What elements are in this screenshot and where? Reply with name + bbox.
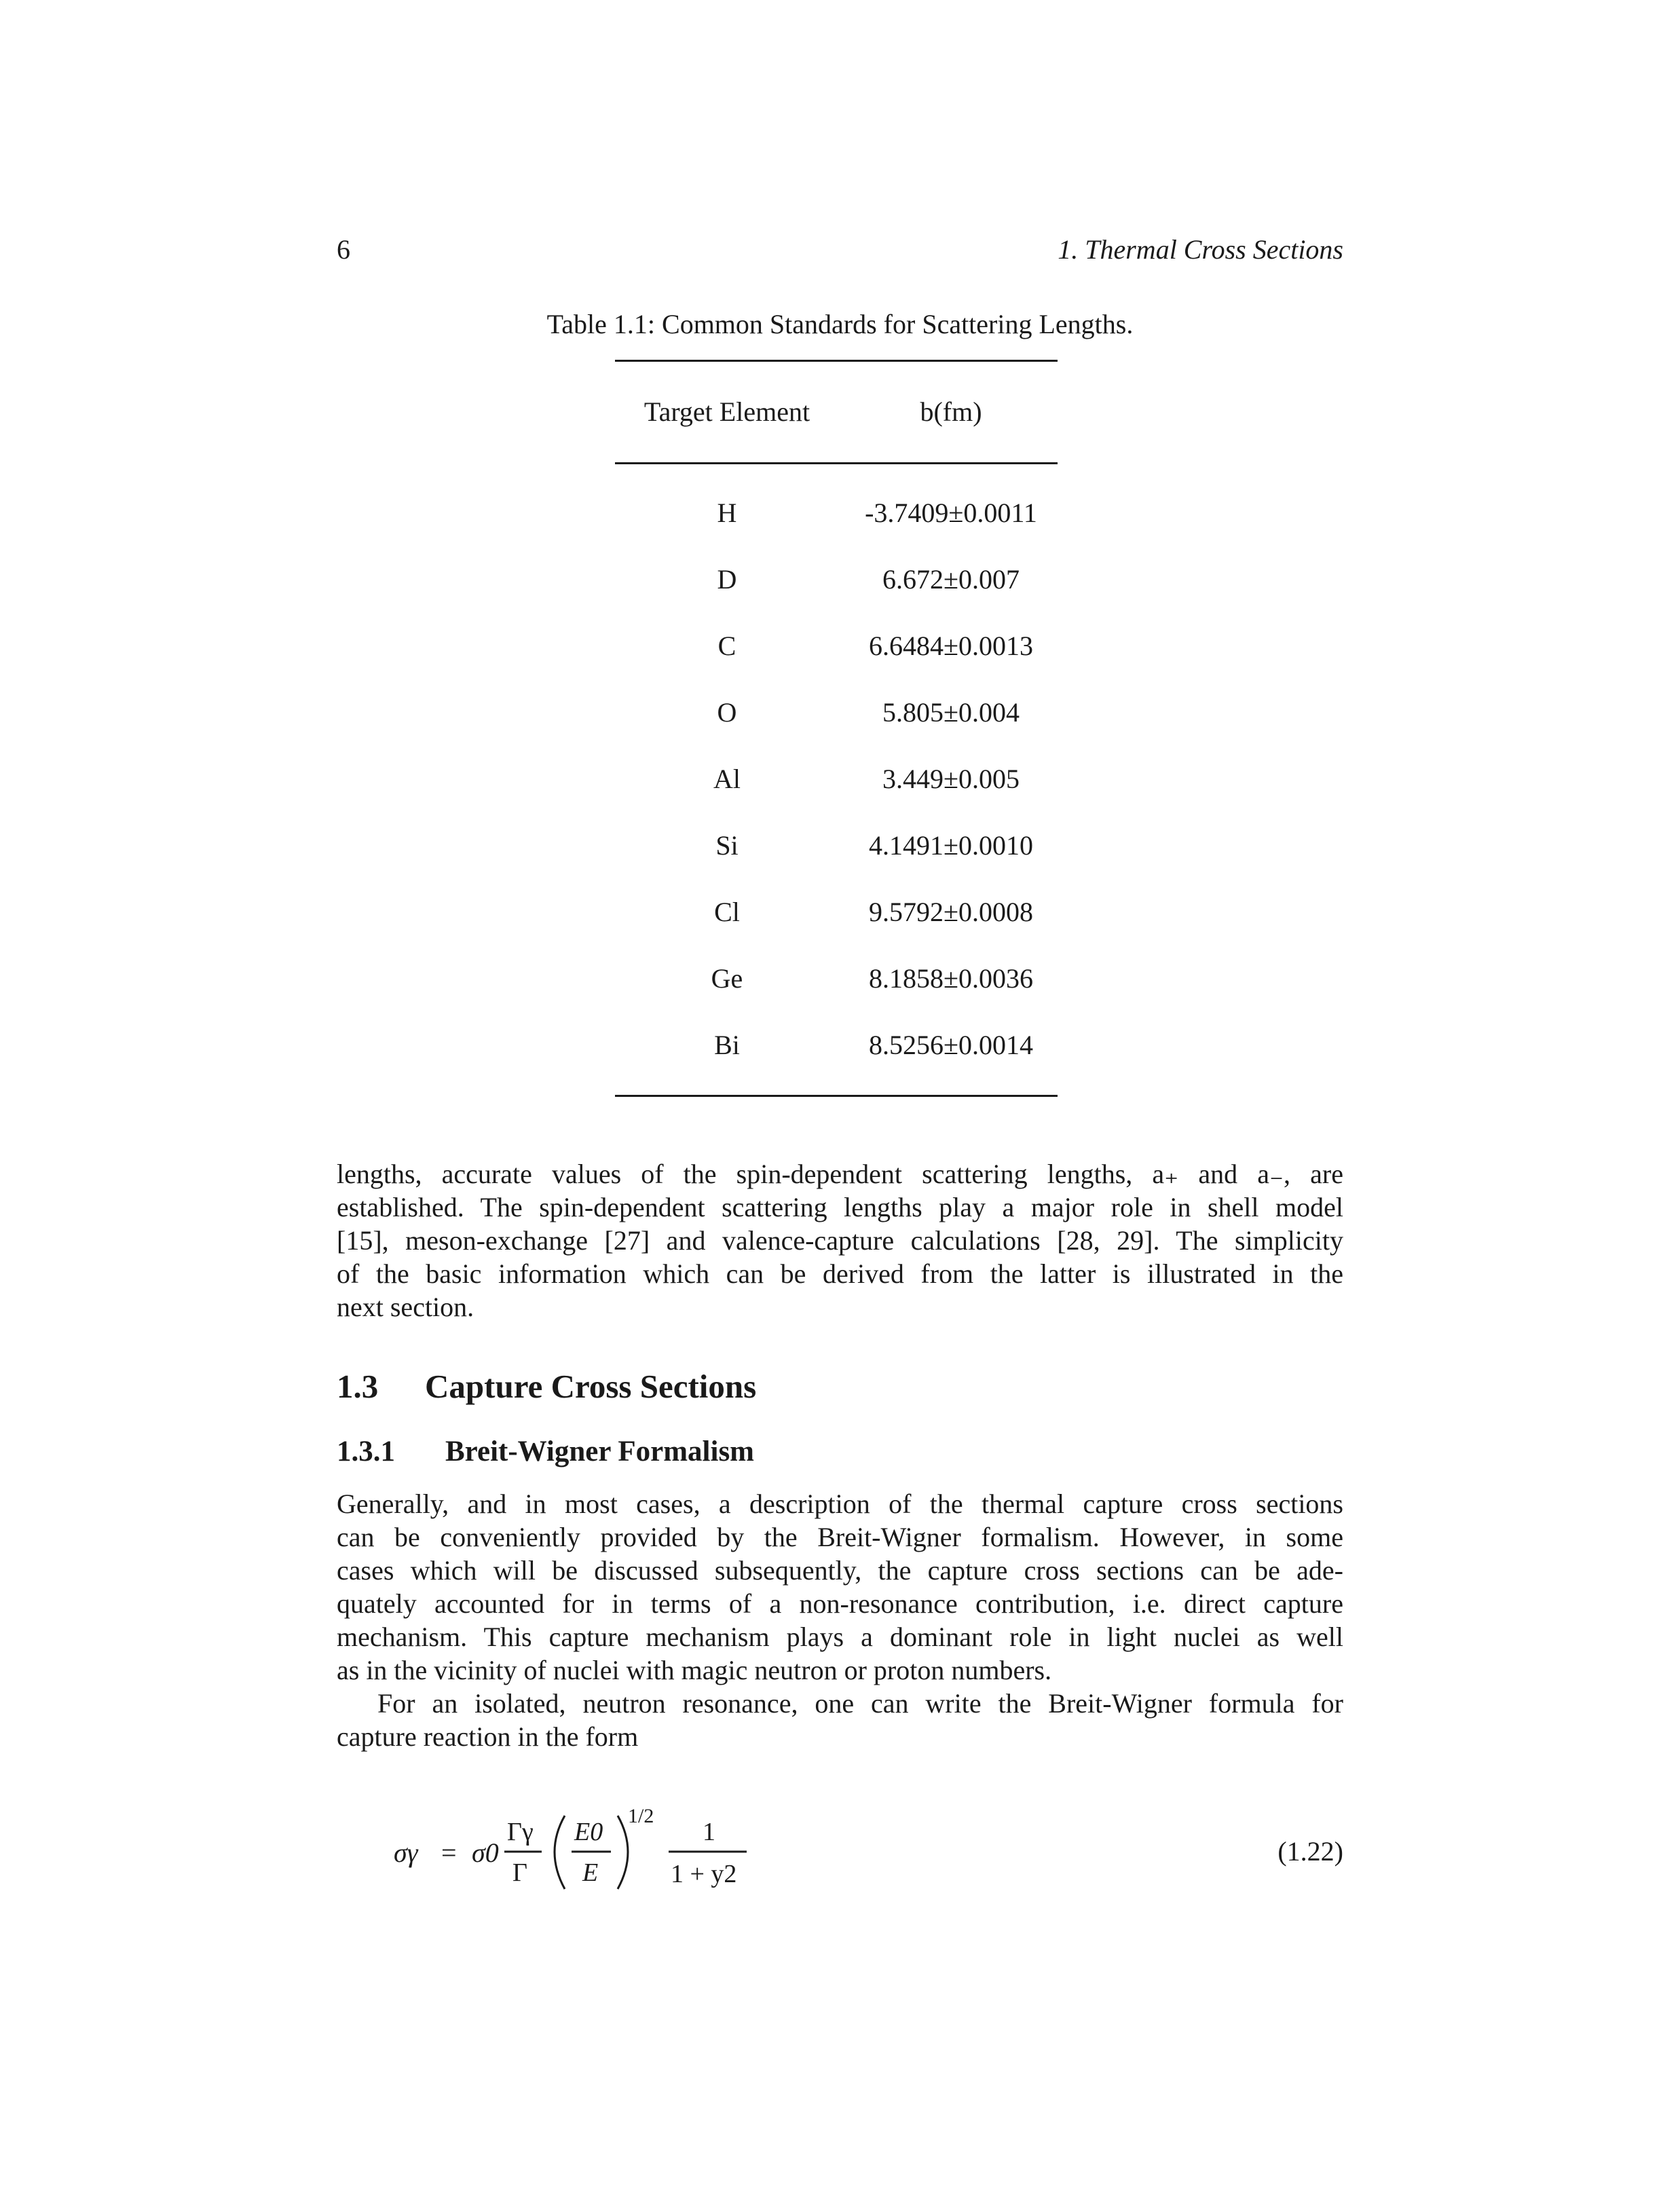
table-caption: Table 1.1: Common Standards for Scattering Lengths. <box>546 309 1134 339</box>
text-line: For an isolated, neutron resonance, one can write the Breit-Wigner formula for <box>377 1688 1343 1719</box>
table-cell-element: Si <box>715 830 739 861</box>
table-cell-element: O <box>717 697 737 728</box>
table-cell-value: 4.1491±0.0010 <box>869 830 1033 861</box>
section-title: Capture Cross Sections <box>425 1368 757 1405</box>
table-cell-element: C <box>717 631 736 661</box>
text-line: as in the vicinity of nuclei with magic neutron or proton numbers. <box>337 1655 1052 1685</box>
text-line: next section. <box>337 1292 474 1322</box>
subsection-title: Breit-Wigner Formalism <box>445 1436 755 1467</box>
text-line: mechanism. This capture mechanism plays a dominant role in light nuclei as well <box>337 1622 1343 1652</box>
text-line: lengths, accurate values of the spin-dependent scattering lengths, a₊ and a₋, are <box>337 1159 1343 1189</box>
text-line: [15], meson-exchange [27] and valence-capture calculations [28, 29]. The simplicity <box>337 1225 1343 1256</box>
eq-frac2-denominator: E <box>582 1858 599 1887</box>
table-top-rule <box>615 360 1058 362</box>
table-cell-value: -3.7409±0.0011 <box>865 498 1037 528</box>
breit-wigner-equation <box>394 1802 1344 1904</box>
table-cell-value: 8.1858±0.0036 <box>869 963 1033 994</box>
table-header-rule <box>615 462 1058 464</box>
table-cell-value: 6.672±0.007 <box>882 564 1020 595</box>
running-head: 1. Thermal Cross Sections <box>1058 234 1343 265</box>
eq-frac3-denominator: 1 + y2 <box>671 1860 737 1888</box>
eq-equals: = <box>441 1837 457 1868</box>
table-cell-element: H <box>717 498 737 528</box>
table-cell-value: 6.6484±0.0013 <box>869 631 1033 661</box>
table-cell-value: 8.5256±0.0014 <box>869 1030 1033 1060</box>
section-heading <box>337 1370 756 1403</box>
text-line: quately accounted for in terms of a non-resonance contribution, i.e. direct capture <box>337 1588 1343 1619</box>
eq-right-paren <box>618 1816 628 1889</box>
eq-lhs: σγ <box>394 1837 418 1868</box>
eq-frac1-denominator: Γ <box>512 1858 527 1887</box>
table-cell-element: D <box>717 564 737 595</box>
column-header-target-element: Target Element <box>643 396 810 427</box>
table-cell-element: Ge <box>711 963 743 994</box>
text-line: of the basic information which can be derived from the latter is illustrated in the <box>337 1258 1343 1289</box>
column-header-b-fm: b(fm) <box>920 396 982 427</box>
table-cell-value: 5.805±0.004 <box>882 697 1020 728</box>
eq-sigma0: σ0 <box>472 1837 499 1868</box>
eq-frac1-numerator: Γγ <box>507 1818 534 1846</box>
eq-frac3-numerator: 1 <box>703 1818 715 1846</box>
section-number: 1.3 <box>337 1368 379 1405</box>
eq-exponent: 1/2 <box>628 1805 654 1827</box>
equation-number: (1.22) <box>1277 1836 1343 1867</box>
table-cell-element: Al <box>713 764 741 794</box>
eq-left-paren <box>555 1816 565 1889</box>
page-number: 6 <box>337 234 350 265</box>
subsection-number: 1.3.1 <box>337 1436 395 1467</box>
text-line: can be conveniently provided by the Breit-Wigner formalism. However, in some <box>337 1522 1343 1552</box>
eq-frac2-numerator: E0 <box>574 1818 603 1846</box>
text-line: cases which will be discussed subsequently, the capture cross sections can be ade- <box>337 1555 1343 1586</box>
table-cell-value: 9.5792±0.0008 <box>869 897 1033 927</box>
text-line: established. The spin-dependent scattering lengths play a major role in shell model <box>337 1192 1343 1222</box>
table-cell-element: Bi <box>714 1030 740 1060</box>
subsection-heading <box>337 1437 754 1466</box>
table-cell-element: Cl <box>714 897 740 927</box>
text-line: capture reaction in the form <box>337 1721 639 1752</box>
table-cell-value: 3.449±0.005 <box>882 764 1020 794</box>
table-bottom-rule <box>615 1095 1058 1097</box>
text-line: Generally, and in most cases, a description of the thermal capture cross sections <box>337 1489 1343 1519</box>
